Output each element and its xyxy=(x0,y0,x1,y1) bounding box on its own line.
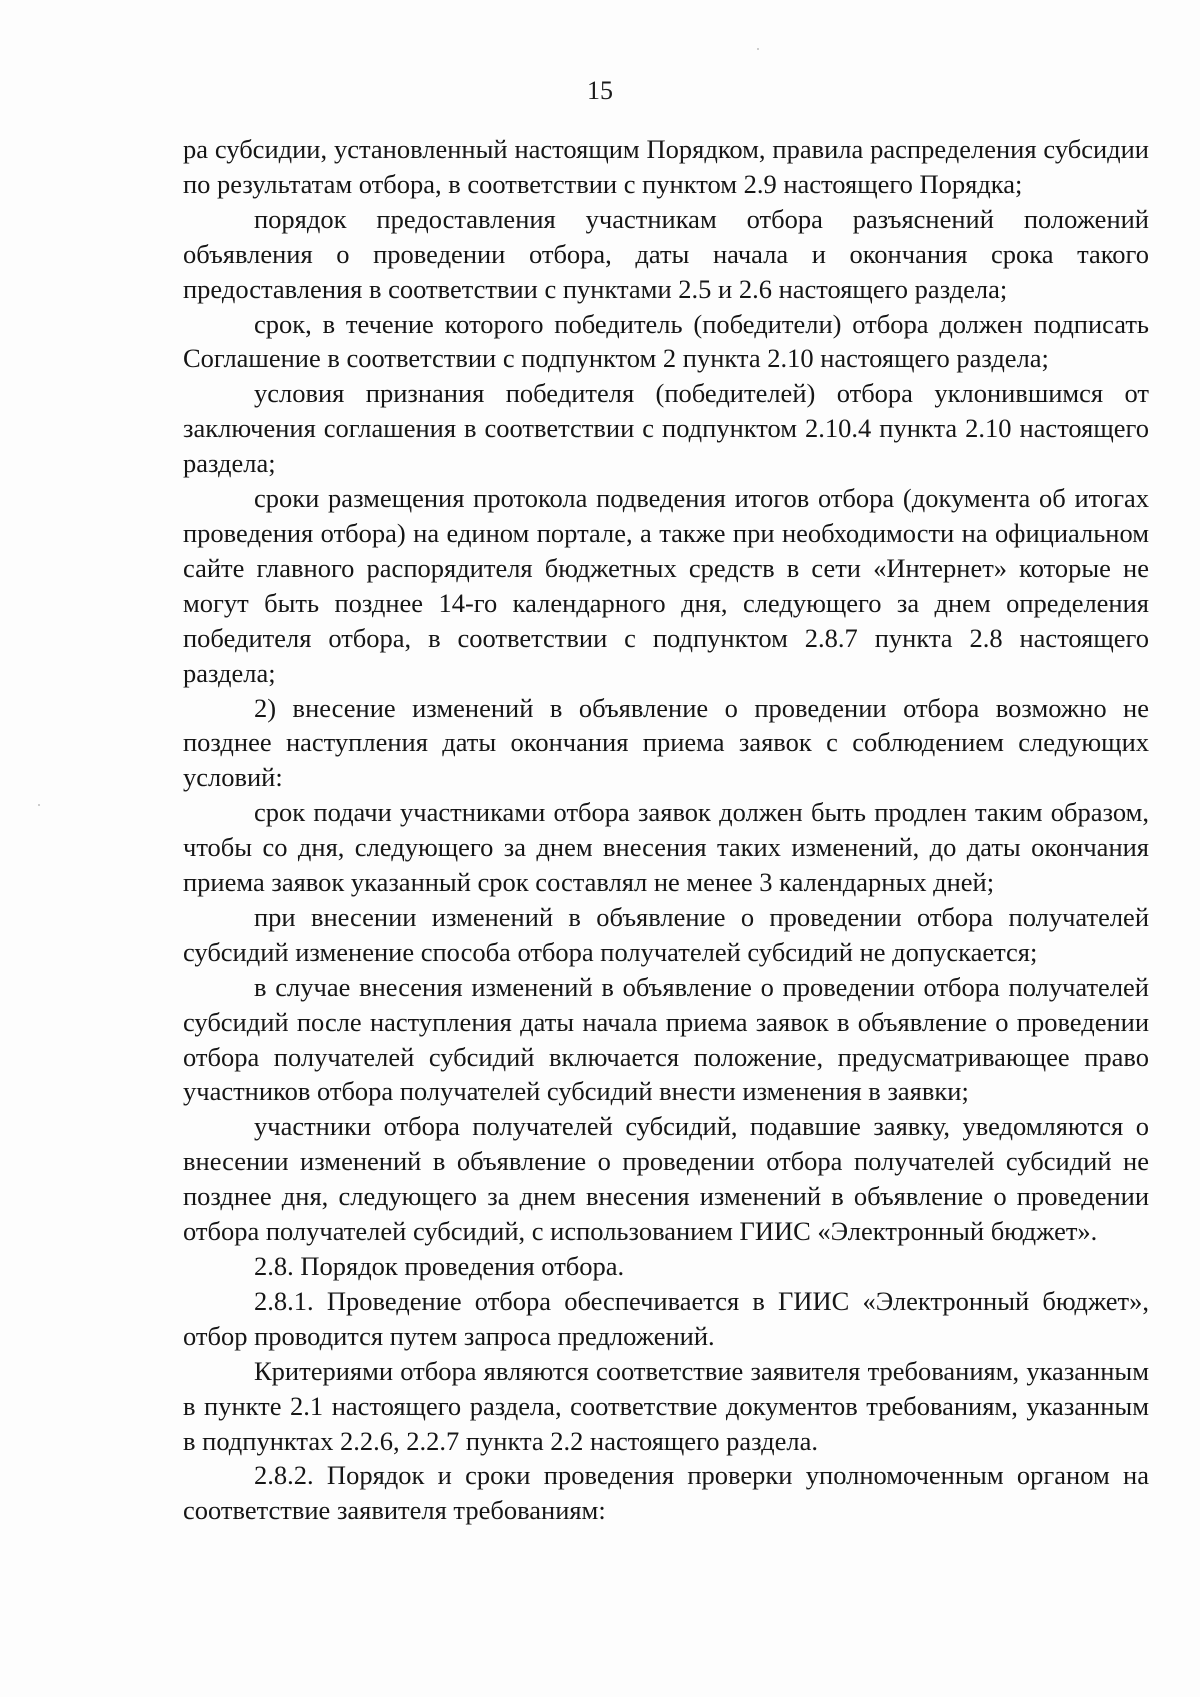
paragraph: в случае внесения изменений в объявление о проведении отбора получателей субсидий после наступления даты начала приема заявок в объявление о проведении отбора получателей субсидий включается положение, предусматривающее право участников отбора получателей субсидий внести изменения в заявки; xyxy=(183,971,1149,1107)
section-heading: 2.8. Порядок проведения отбора. xyxy=(254,1251,625,1281)
paragraph: при внесении изменений в объявление о проведении отбора получателей субсидий изменение способа отбора получателей субсидий не допускается; xyxy=(183,901,1149,967)
scan-speck xyxy=(757,48,759,50)
document-body xyxy=(183,132,1149,1528)
paragraph: срок подачи участниками отбора заявок должен быть продлен таким образом, чтобы со дня, следующего за днем внесения таких изменений, до даты окончания приема заявок указанный срок составлял не менее 3 календарных дней; xyxy=(183,797,1149,898)
page-number: 15 xyxy=(587,76,613,105)
paragraph: участники отбора получателей субсидий, подавшие заявку, уведомляются о внесении изменений в объявление о проведении отбора получателей субсидий не позднее дня, следующего за днем внесения изменений в объявление о проведении отбора получателей субсидий, с использованием ГИИС «Электронный бюджет». xyxy=(183,1111,1149,1247)
paragraph: 2.8.2. Порядок и сроки проведения проверки уполномоченным органом на соответствие заявителя требованиям: xyxy=(183,1460,1149,1526)
paragraph: 2.8.1. Проведение отбора обеспечивается в ГИИС «Электронный бюджет», отбор проводится путем запроса предложений. xyxy=(183,1285,1149,1351)
paragraph: Критериями отбора являются соответствие заявителя требованиям, указанным в пункте 2.1 настоящего раздела, соответствие документов требованиям, указанным в подпунктах 2.2.6, 2.2.7 пункта 2.2 настоящего раздела. xyxy=(183,1355,1149,1456)
paragraph: срок, в течение которого победитель (победители) отбора должен подписать Соглашение в соответствии с подпунктом 2 пункта 2.10 настоящего раздела; xyxy=(183,308,1149,374)
paragraph: сроки размещения протокола подведения итогов отбора (документа об итогах проведения отбора) на едином портале, а также при необходимости на официальном сайте главного распорядителя бюджетных средств в сети «Интернет» которые не могут быть позднее 14-го календарного дня, следующего за днем определения победителя отбора, в соответствии с подпунктом 2.8.7 пункта 2.8 настоящего раздела; xyxy=(183,483,1149,688)
paragraph: порядок предоставления участникам отбора разъяснений положений объявления о проведении отбора, даты начала и окончания срока такого предоставления в соответствии с пунктами 2.5 и 2.6 настоящего раздела; xyxy=(183,203,1149,304)
paragraph: 2) внесение изменений в объявление о проведении отбора возможно не позднее наступления даты окончания приема заявок с соблюдением следующих условий: xyxy=(183,692,1149,793)
paragraph: условия признания победителя (победителей) отбора уклонившимся от заключения соглашения в соответствии с подпунктом 2.10.4 пункта 2.10 настоящего раздела; xyxy=(183,378,1149,479)
paragraph-continuation: ра субсидии, установленный настоящим Порядком, правила распределения субсидии по результатам отбора, в соответствии с пунктом 2.9 настоящего Порядка; xyxy=(183,134,1149,199)
scan-speck xyxy=(38,804,40,806)
